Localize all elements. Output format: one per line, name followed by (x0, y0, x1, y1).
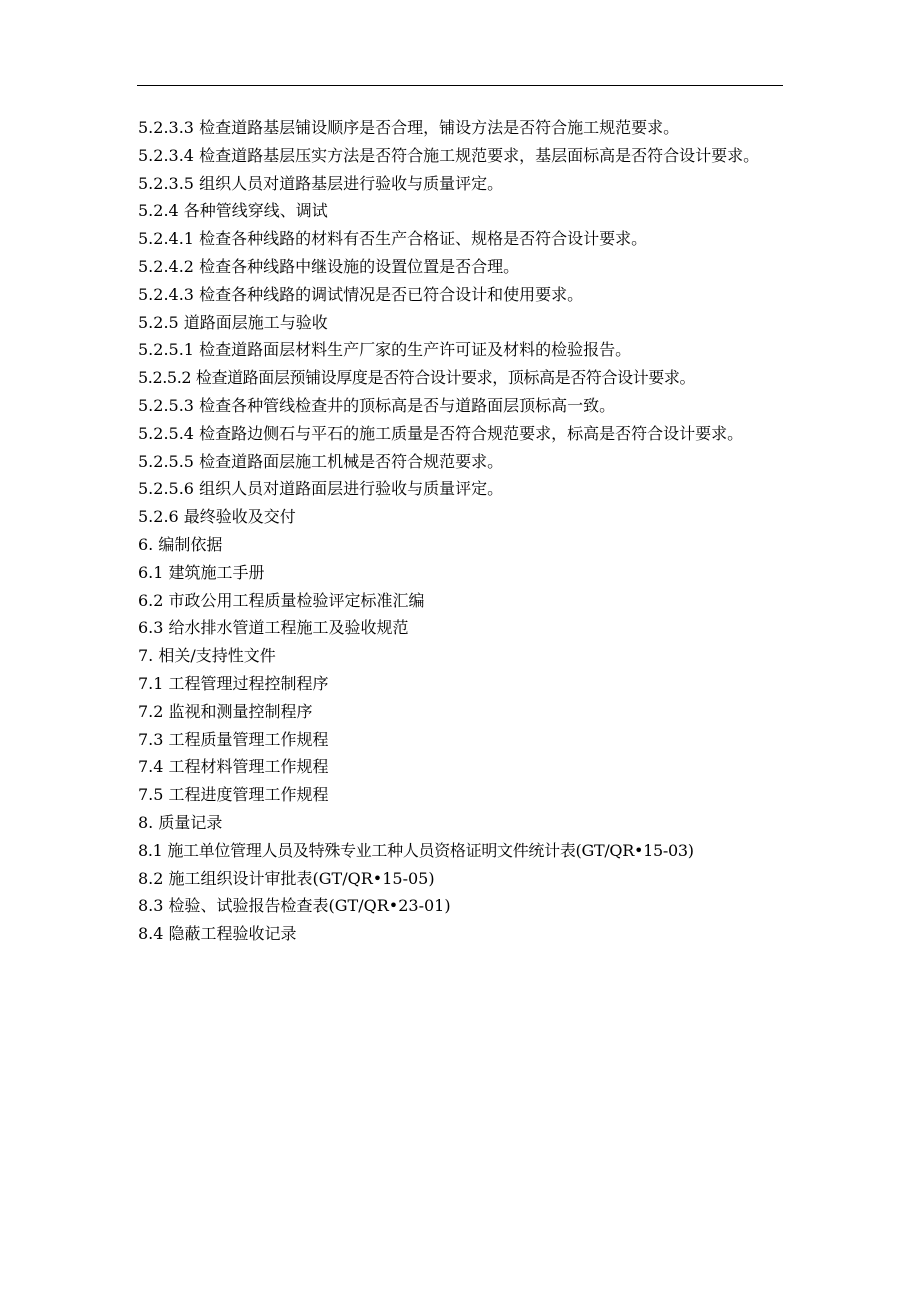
clause-5-2-4-1: 5.2.4.1 检查各种线路的材料有否生产合格证、规格是否符合设计要求。 (138, 229, 648, 249)
clause-5-2-5-4: 5.2.5.4 检查路边侧石与平石的施工质量是否符合规范要求，标高是否符合设计要求。 (138, 423, 744, 443)
item-8-3: 8.3 检验、试验报告检查表(GT/QR•23-01) (138, 896, 451, 916)
item-7-4: 7.4 工程材料管理工作规程 (138, 757, 329, 777)
clause-5-2-5-1: 5.2.5.1 检查道路面层材料生产厂家的生产许可证及材料的检验报告。 (138, 340, 632, 360)
clause-5-2-4-2: 5.2.4.2 检查各种线路中继设施的设置位置是否合理。 (138, 256, 520, 276)
clause-5-2-3-3: 5.2.3.3 检查道路基层铺设顺序是否合理，铺设方法是否符合施工规范要求。 (138, 118, 680, 137)
section-8-heading: 8. 质量记录 (138, 812, 223, 832)
document-body (138, 114, 788, 948)
item-6-2: 6.2 市政公用工程质量检验评定标准汇编 (138, 590, 425, 610)
header-divider (137, 85, 783, 86)
item-7-3: 7.3 工程质量管理工作规程 (138, 729, 329, 749)
section-5-2-4-heading: 5.2.4 各种管线穿线、调试 (138, 201, 328, 221)
item-7-1: 7.1 工程管理过程控制程序 (138, 673, 329, 693)
clause-5-2-4-3: 5.2.4.3 检查各种线路的调试情况是否已符合设计和使用要求。 (138, 284, 584, 304)
clause-5-2-5-3: 5.2.5.3 检查各种管线检查井的顶标高是否与道路面层顶标高一致。 (138, 395, 616, 415)
item-8-2: 8.2 施工组织设计审批表(GT/QR•15-05) (138, 868, 435, 888)
item-7-2: 7.2 监视和测量控制程序 (138, 701, 313, 721)
section-7-heading: 7. 相关/支持性文件 (138, 646, 276, 666)
item-7-5: 7.5 工程进度管理工作规程 (138, 785, 329, 805)
clause-5-2-3-4: 5.2.3.4 检查道路基层压实方法是否符合施工规范要求，基层面标高是否符合设计要求。 (138, 145, 760, 165)
clause-5-2-5-6: 5.2.5.6 组织人员对道路面层进行验收与质量评定。 (138, 479, 504, 499)
item-6-3: 6.3 给水排水管道工程施工及验收规范 (138, 618, 409, 638)
clause-5-2-5-5: 5.2.5.5 检查道路面层施工机械是否符合规范要求。 (138, 451, 504, 471)
clause-5-2-5-2: 5.2.5.2 检查道路面层预铺设厚度是否符合设计要求，顶标高是否符合设计要求。 (138, 368, 696, 388)
item-6-1: 6.1 建筑施工手册 (138, 562, 265, 582)
section-6-heading: 6. 编制依据 (138, 534, 223, 554)
clause-5-2-3-5: 5.2.3.5 组织人员对道路基层进行验收与质量评定。 (138, 173, 504, 193)
item-8-4: 8.4 隐蔽工程验收记录 (138, 924, 297, 944)
item-8-1: 8.1 施工单位管理人员及特殊专业工种人员资格证明文件统计表(GT/QR•15-03) (138, 840, 694, 860)
section-5-2-6-heading: 5.2.6 最终验收及交付 (138, 507, 296, 527)
section-5-2-5-heading: 5.2.5 道路面层施工与验收 (138, 312, 328, 332)
